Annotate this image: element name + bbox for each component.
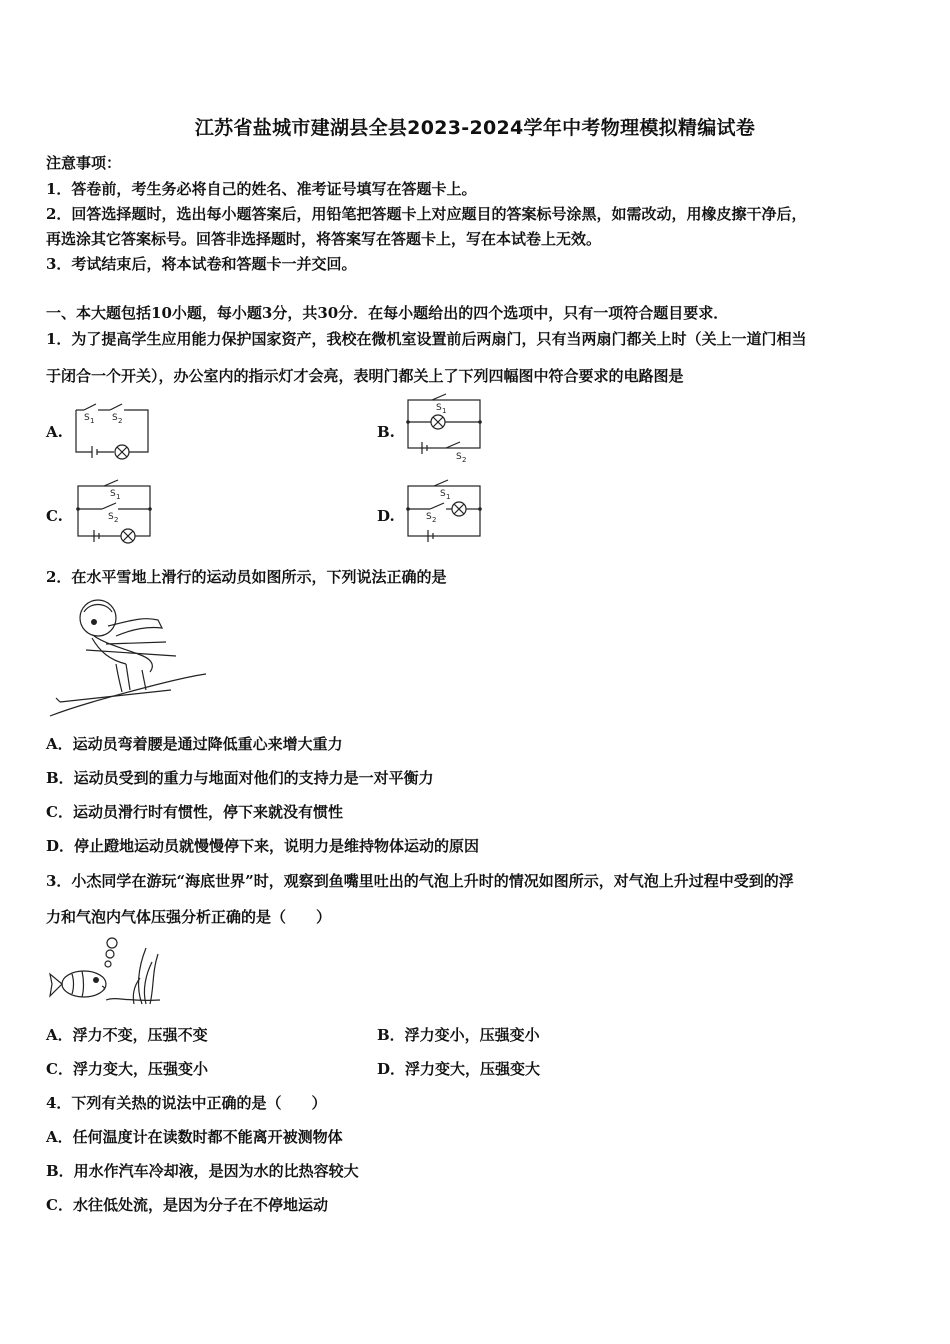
q3-option-b: B．浮力变小，压强变小 [377, 1026, 540, 1044]
q1-option-d-label: D. [377, 507, 395, 525]
switch-label: S [436, 403, 442, 413]
q1-option-a-label: A. [46, 423, 63, 441]
q4-stem: 4．下列有关热的说法中正确的是（ ） [46, 1094, 327, 1112]
switch-sub: 2 [118, 417, 123, 425]
section-heading: 一、本大题包括10小题，每小题3分，共30分．在每小题给出的四个选项中，只有一项符合题目要求． [46, 304, 729, 322]
switch-sub: 2 [114, 516, 119, 524]
notice-item: 再选涂其它答案标号。回答非选择题时，将答案写在答题卡上，写在本试卷上无效。 [46, 230, 602, 248]
notice-item: 3．考试结束后，将本试卷和答题卡一并交回。 [46, 255, 357, 273]
switch-label: S [108, 512, 114, 522]
q4-option-a: A．任何温度计在读数时都不能离开被测物体 [46, 1128, 343, 1146]
switch-label: S [426, 512, 432, 522]
switch-label: S [456, 452, 462, 462]
switch-label: S [112, 413, 118, 423]
switch-sub: 1 [116, 493, 121, 501]
switch-sub: 1 [442, 407, 447, 415]
circuit-diagram-a [74, 400, 154, 462]
q3-option-a: A．浮力不变，压强不变 [46, 1026, 208, 1044]
switch-sub: 2 [462, 456, 467, 464]
q2-option-a: A．运动员弯着腰是通过降低重心来增大重力 [46, 735, 343, 753]
q4-option-c: C．水往低处流，是因为分子在不停地运动 [46, 1196, 328, 1214]
switch-sub: 1 [90, 417, 95, 425]
fish-bubbles-illustration [46, 940, 162, 1006]
q1-stem-line2: 于闭合一个开关），办公室内的指示灯才会亮，表明门都关上了下列四幅图中符合要求的电路图是 [46, 367, 684, 385]
page-title: 江苏省盐城市建湖县全县2023-2024学年中考物理模拟精编试卷 [194, 117, 756, 139]
skier-illustration [46, 594, 211, 720]
circuit-diagram-d [406, 482, 486, 544]
q2-option-c: C．运动员滑行时有惯性，停下来就没有惯性 [46, 803, 343, 821]
switch-label: S [84, 413, 90, 423]
circuit-diagram-c [76, 482, 156, 544]
switch-label: S [110, 489, 116, 499]
switch-sub: 1 [446, 493, 451, 501]
notice-item: 1．答卷前，考生务必将自己的姓名、准考证号填写在答题卡上。 [46, 180, 477, 198]
q2-option-b: B．运动员受到的重力与地面对他们的支持力是一对平衡力 [46, 769, 434, 787]
q3-option-d: D．浮力变大，压强变大 [377, 1060, 541, 1078]
q2-option-d: D．停止蹬地运动员就慢慢停下来，说明力是维持物体运动的原因 [46, 837, 480, 855]
notice-heading: 注意事项： [46, 154, 122, 172]
q2-stem: 2．在水平雪地上滑行的运动员如图所示，下列说法正确的是 [46, 568, 447, 586]
switch-label: S [440, 489, 446, 499]
q3-option-c: C．浮力变大，压强变小 [46, 1060, 208, 1078]
q1-option-c-label: C. [46, 507, 63, 525]
notice-item: 2．回答选择题时，选出每小题答案后，用铅笔把答题卡上对应题目的答案标号涂黑，如需改动，用橡皮擦干净后， [46, 205, 807, 223]
switch-sub: 2 [432, 516, 437, 524]
circuit-diagram-b [406, 396, 486, 466]
q3-stem-line1: 3．小杰同学在游玩“海底世界”时，观察到鱼嘴里吐出的气泡上升时的情况如图所示，对气泡上升过程中受到的浮 [46, 872, 794, 890]
q3-stem-line2: 力和气泡内气体压强分析正确的是（ ） [46, 908, 332, 926]
q1-option-b-label: B. [377, 423, 395, 441]
q4-option-b: B．用水作汽车冷却液，是因为水的比热容较大 [46, 1162, 359, 1180]
q1-stem-line1: 1．为了提高学生应用能力保护国家资产，我校在微机室设置前后两扇门，只有当两扇门都关上时（关上一道门相当 [46, 330, 807, 348]
